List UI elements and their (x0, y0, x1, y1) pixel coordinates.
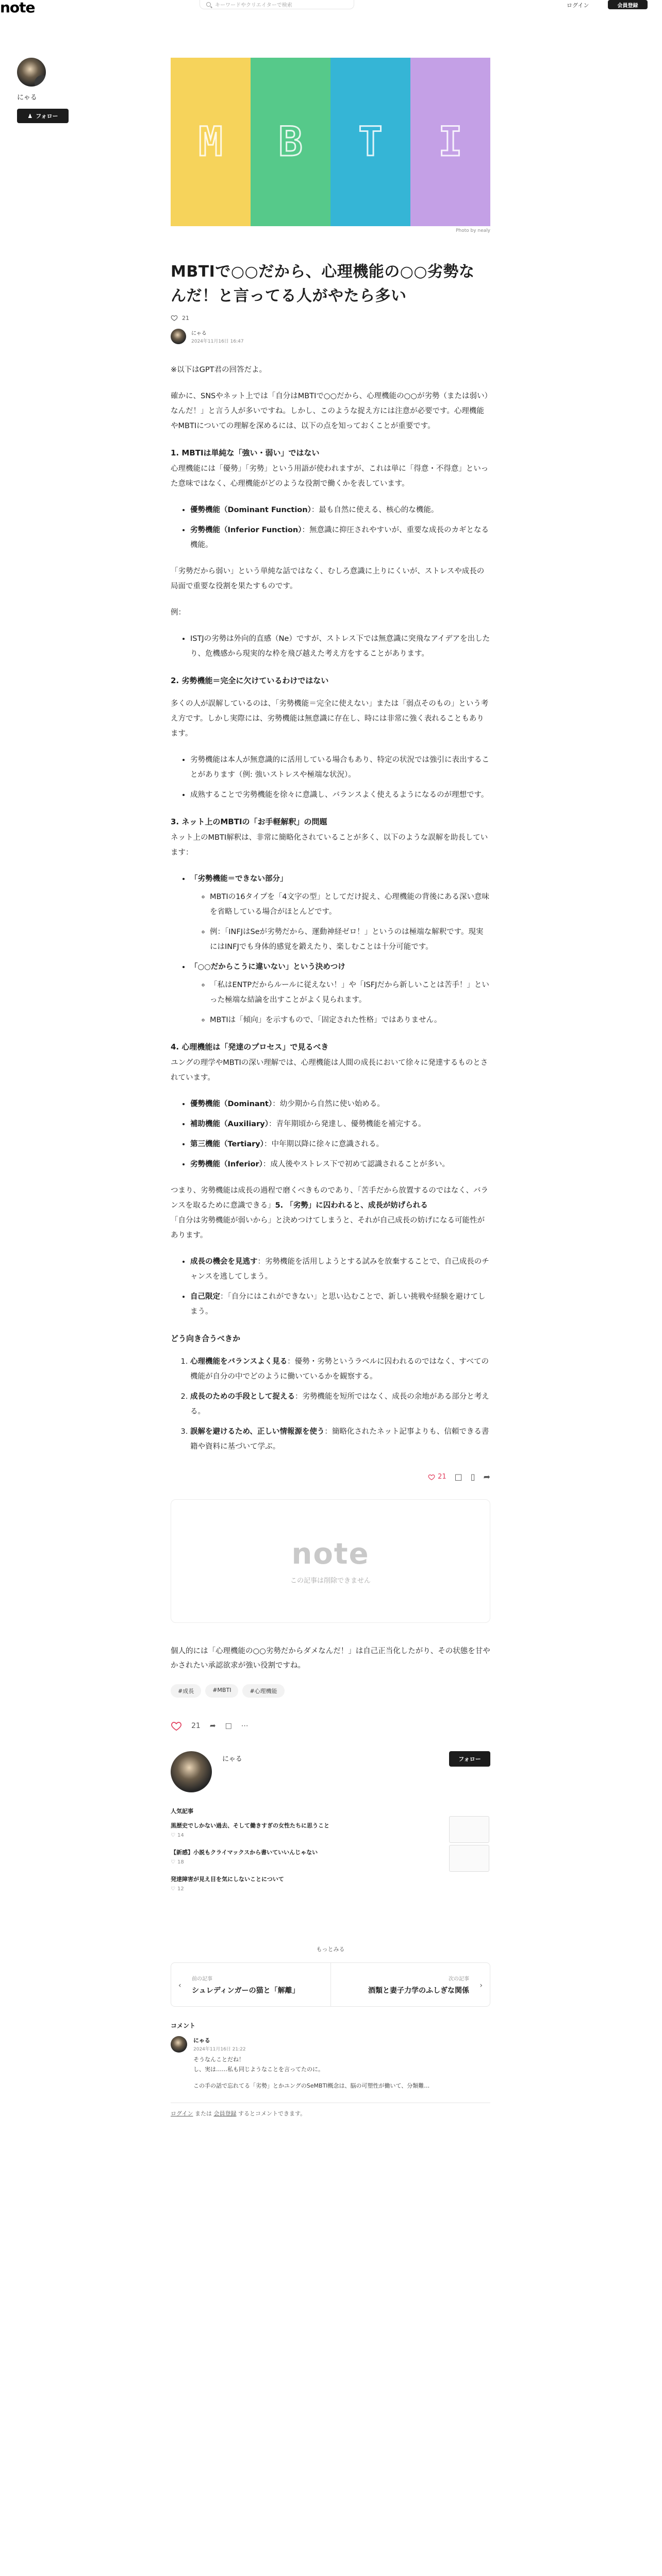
heart-icon[interactable] (171, 314, 178, 321)
list-item: • ISTJの劣勢は外向的直感（Ne）ですが、ストレス下では無意識に突飛なアイデアを出したり、危機感から現実的な枠を飛び越えた考え方をすることがあります。 (190, 632, 490, 662)
signup-link[interactable]: 会員登録 (213, 2110, 237, 2117)
hero-image (171, 58, 490, 226)
list-item: • 劣勢機能は本人が無意識的に活用している場合もあり、特定の状況では強引に表出することがあります（例: 強いストレスや極端な状況）。 (190, 753, 490, 783)
sidebar-author (17, 58, 79, 123)
section-heading: 2. 劣勢機能＝完全に欠けているわけではない (171, 676, 329, 685)
hero-letter: I (438, 118, 462, 165)
heart-icon: ♡ (171, 1833, 175, 1839)
share-row (171, 1472, 490, 1482)
tag[interactable]: #心理機能 (242, 1684, 284, 1698)
list-item: ◦ MBTIの16タイプを「4文字の型」としてだけ捉え、心理機能の背後にある深い意味を省略している場合がほとんどです。 (210, 890, 490, 920)
more-link[interactable]: もっとみる (316, 1946, 345, 1953)
hero-letter: M (198, 118, 223, 165)
hero-band-m (171, 58, 251, 226)
note-logo: note (291, 1537, 370, 1571)
like-button[interactable] (428, 1473, 446, 1481)
action-row (171, 1720, 490, 1732)
list-item: • 「○○だからこうに違いない」という決めつけ ◦ 「私はENTPだからルールに従えない！」や「ISFJだから新しいことは苦手！」といった極端な結論を出すことがよく見られます。 ◦ MBTIは「傾向」を示すもので、「固定された性格」ではありません。 (190, 960, 490, 1028)
list-item: • 成長の機会を見逃す：劣勢機能を活用しようとする試みを放棄することで、自己成長のチャンスを逃してしまう。 (190, 1255, 490, 1284)
list (171, 1097, 490, 1172)
comment-reply: この手の話で忘れてる「劣勢」とかユングのSeMBTI概念は、脳の可塑性が働いて、分類難… (193, 2082, 430, 2090)
login-link[interactable]: ログイン (567, 2, 589, 9)
list-item: • 劣勢機能（Inferior）：成人後やストレス下で初めて認識されることが多い。 (190, 1157, 490, 1172)
like-count: 21 (182, 314, 189, 321)
avatar[interactable] (171, 1751, 212, 1792)
ordered-list (171, 1354, 490, 1454)
list-item: • 補助機能（Auxiliary）：青年期頃から発達し、優勢機能を補完する。 (190, 1117, 490, 1132)
chevron-right-icon: › (479, 1981, 483, 1990)
like-count: 21 (438, 1473, 446, 1481)
list (171, 1255, 490, 1319)
paragraph: ユングの理学やMBTIの深い理解では、心理機能は人間の成長において徐々に発達するものとされています。 (171, 1059, 488, 1082)
list (171, 872, 490, 1028)
popular-title: 【新感】小説もクライマックスから書いていいんじゃない (171, 1849, 318, 1856)
popular-count: 12 (177, 1886, 184, 1892)
hero-letter: T (358, 118, 383, 165)
avatar[interactable] (17, 58, 46, 87)
list-item[interactable] (171, 1848, 439, 1865)
meta-date: 2024年11月16日 16:47 (191, 339, 244, 344)
popular-count: 18 (177, 1859, 184, 1866)
paragraph: 確かに、SNSやネット上では「自分はMBTIで○○だから、心理機能の○○が劣勢（または弱い）なんだ！」と言う人が多いですね。しかし、このような捉え方には注意が必要です。心理機能やMBTIについての理解を深めるには、以下の点を知っておくことが重要です。 (171, 392, 488, 430)
comments-heading: コメント (171, 2022, 196, 2030)
paragraph: ※以下はGPT君の回答だよ。 (171, 366, 267, 374)
heart-icon[interactable] (171, 1720, 182, 1732)
article-body (171, 363, 490, 1454)
thumbnail[interactable] (449, 1845, 489, 1872)
signup-button[interactable]: 会員登録 (608, 0, 648, 9)
next-label: 次の記事 (449, 1976, 469, 1982)
list-item: • 「劣勢機能＝できない部分」 ◦ MBTIの16タイプを「4文字の型」としてだけ捉え、心理機能の背後にある深い意味を省略している場合がほとんどです。 ◦ 例：「INFJはSeが劣勢だから、運動神経ゼロ！」というのは極端な解釈です。現実にはINFJでも身体的感覚を鍛えたり、楽しむことは十分可能です。 (190, 872, 490, 955)
next-article[interactable] (330, 1963, 490, 2006)
person-add-icon: ♟ (27, 112, 33, 120)
comment-author[interactable]: にゃる (193, 2037, 210, 2044)
photo-credit: Photo by nealy (455, 228, 490, 233)
list-item: • 優勢機能（Dominant）：幼少期から自然に使い始める。 (190, 1097, 490, 1112)
follow-button[interactable]: フォロー (449, 1751, 490, 1767)
list-item: 1. 心理機能をバランスよく見る：優勢・劣勢というラベルに囚われるのではなく、すべての機能が自分の中でどのように働いているかを観察する。 (190, 1354, 490, 1384)
article-pager (171, 1962, 490, 2007)
tag[interactable]: #MBTI (205, 1684, 238, 1698)
list-item: • 自己限定：「自分にはこれができない」と思い込むことで、新しい挑戦や経験を避けてしまう。 (190, 1290, 490, 1319)
follow-label: フォロー (36, 113, 58, 120)
comment-login-cta: ログイン または 会員登録 するとコメントできます。 (171, 2110, 306, 2117)
prev-title: シュレディンガーの猫と「解離」 (192, 1986, 300, 1995)
closing-paragraph: 個人的には「心理機能の○○劣勢だからダメなんだ！」は自己正当化したがり、その状態を甘やかされたい承認欲求が強い役割ですね。 (171, 1647, 490, 1670)
popular-count: 14 (177, 1833, 184, 1839)
comment-date: 2024年11月16日 21:22 (193, 2047, 246, 2053)
list-item[interactable] (171, 1875, 439, 1892)
follow-button[interactable] (17, 109, 69, 123)
list (171, 503, 490, 553)
list (171, 632, 490, 662)
list (171, 753, 490, 803)
meta-author[interactable]: にゃる (191, 331, 207, 336)
note-logo[interactable]: note (0, 0, 35, 16)
tag[interactable]: #成長 (171, 1684, 201, 1698)
bookmark-icon[interactable]: ▯ (470, 1472, 475, 1482)
heart-icon (428, 1473, 435, 1481)
list-item: 2. 成長のための手段として捉える：劣勢機能を短所ではなく、成長の余地がある部分と考える。 (190, 1389, 490, 1419)
paragraph: 例： (171, 608, 186, 617)
article-title: MBTIで○○だから、心理機能の○○劣勢なんだ！と言ってる人がやたら多い (171, 263, 475, 305)
author-name[interactable]: にゃる (222, 1755, 242, 1764)
hero-band-b (251, 58, 330, 226)
card-message: この記事は削除できません (290, 1577, 371, 1585)
list-item: • 劣勢機能（Inferior Function）：無意識に抑圧されやすいが、重要な成長のカギとなる機能。 (190, 523, 490, 553)
section-heading: 4. 心理機能は「発達のプロセス」で見るべき (171, 1042, 329, 1052)
comment (171, 2036, 490, 2074)
avatar[interactable] (171, 329, 186, 344)
section-heading: どう向き合うべきか (171, 1334, 241, 1343)
popular-title: 黒歴史でしかない過去、そして働きすぎの女性たちに思うこと (171, 1822, 329, 1829)
section-heading: 3. ネット上のMBTIの「お手軽解釈」の問題 (171, 817, 327, 826)
embedded-note-card[interactable] (171, 1499, 490, 1623)
prev-label: 前の記事 (192, 1976, 212, 1982)
list-item: ◦ MBTIは「傾向」を示すもので、「固定された性格」ではありません。 (210, 1013, 490, 1028)
author-name[interactable]: にゃる (17, 94, 37, 101)
list-item[interactable] (171, 1821, 439, 1838)
more-icon[interactable]: ⋯ (241, 1722, 249, 1731)
comment-text: そうなんことだね！ し、実は……私も同じようなことを言ってたのに。 (193, 2056, 324, 2073)
list-item: • 第三機能（Tertiary）：中年期以降に徐々に意識される。 (190, 1137, 490, 1152)
list-item: • 成熟することで劣勢機能を徐々に意識し、バランスよく使えるようになるのが理想です。 (190, 788, 490, 803)
search-icon (206, 2, 211, 7)
list-item: • 優勢機能（Dominant Function）：最も自然に使える、核心的な機能。 (190, 503, 490, 518)
next-title: 酒類と妻子力学のふしぎな関係 (368, 1986, 469, 1995)
paragraph: ネット上のMBTI解釈は、非常に簡略化されていることが多く、以下のような誤解を助長しています： (171, 834, 488, 857)
paragraph: 多くの人が誤解しているのは、「劣勢機能＝完全に使えない」または「弱点そのもの」という考え方です。しかし実際には、劣勢機能は無意識に存在し、時には非常に強く表れることもあります。 (171, 700, 489, 738)
heart-icon: ♡ (171, 1859, 175, 1866)
tag-list (171, 1684, 490, 1698)
like-count: 21 (191, 1722, 201, 1731)
article-meta (171, 329, 490, 344)
share-icon[interactable]: ➦ (209, 1722, 216, 1731)
article-column (171, 58, 490, 2117)
comment-icon[interactable]: □ (225, 1722, 232, 1731)
list-item: ◦ 「私はENTPだからルールに従えない！」や「ISFJだから新しいことは苦手！」といった極端な結論を出すことがよく見られます。 (210, 978, 490, 1008)
hero-letter: B (278, 118, 303, 165)
avatar[interactable] (171, 2036, 187, 2053)
chevron-left-icon: ‹ (178, 1981, 181, 1990)
thumbnail[interactable] (449, 1816, 489, 1843)
heart-icon: ♡ (171, 1886, 175, 1892)
site-header (0, 0, 662, 21)
popular-title: 発達障害が見え目を気にしないことについて (171, 1876, 284, 1883)
prev-article[interactable] (171, 1963, 330, 2006)
search-input[interactable] (200, 0, 354, 9)
hero-band-t (330, 58, 410, 226)
section-heading: 1. MBTIは単純な「強い・弱い」ではない (171, 448, 320, 457)
search-placeholder: キーワードやクリエイターで検索 (215, 3, 292, 8)
list-item: 3. 誤解を避けるため、正しい情報源を使う：簡略化されたネット記事よりも、信頼できる書籍や資料に基づいて学ぶ。 (190, 1425, 490, 1454)
comment-icon[interactable]: □ (454, 1472, 462, 1482)
paragraph: つまり、劣勢機能は成長の過程で磨くべきものであり、「苦手だから放置するのではなく、バランスを取るために意識できる」5. 「劣勢」に囚われると、成長が妨げられる 「自分は劣勢機能が弱いから」と決めつけてしまうと、それが自己成長の妨げになる可能性があります。 (171, 1187, 488, 1240)
paragraph: 心理機能には「優勢」「劣勢」という用語が使われますが、これは単に「得意・不得意」といった意味ではなく、心理機能がどのような役割で働くかを表しています。 (171, 465, 489, 488)
share-icon[interactable]: ➦ (483, 1472, 490, 1482)
like-summary (171, 314, 490, 321)
popular-heading: 人気記事 (171, 1808, 193, 1815)
author-card (171, 1751, 490, 1892)
login-link[interactable]: ログイン (171, 2110, 193, 2117)
hero-band-i (410, 58, 490, 226)
list-item: ◦ 例：「INFJはSeが劣勢だから、運動神経ゼロ！」というのは極端な解釈です。現実にはINFJでも身体的感覚を鍛えたり、楽しむことは十分可能です。 (210, 925, 490, 955)
paragraph: 「劣勢だから弱い」という単純な話ではなく、むしろ意識に上りにくいが、ストレスや成長の局面で重要な役割を果たすものです。 (171, 567, 485, 590)
